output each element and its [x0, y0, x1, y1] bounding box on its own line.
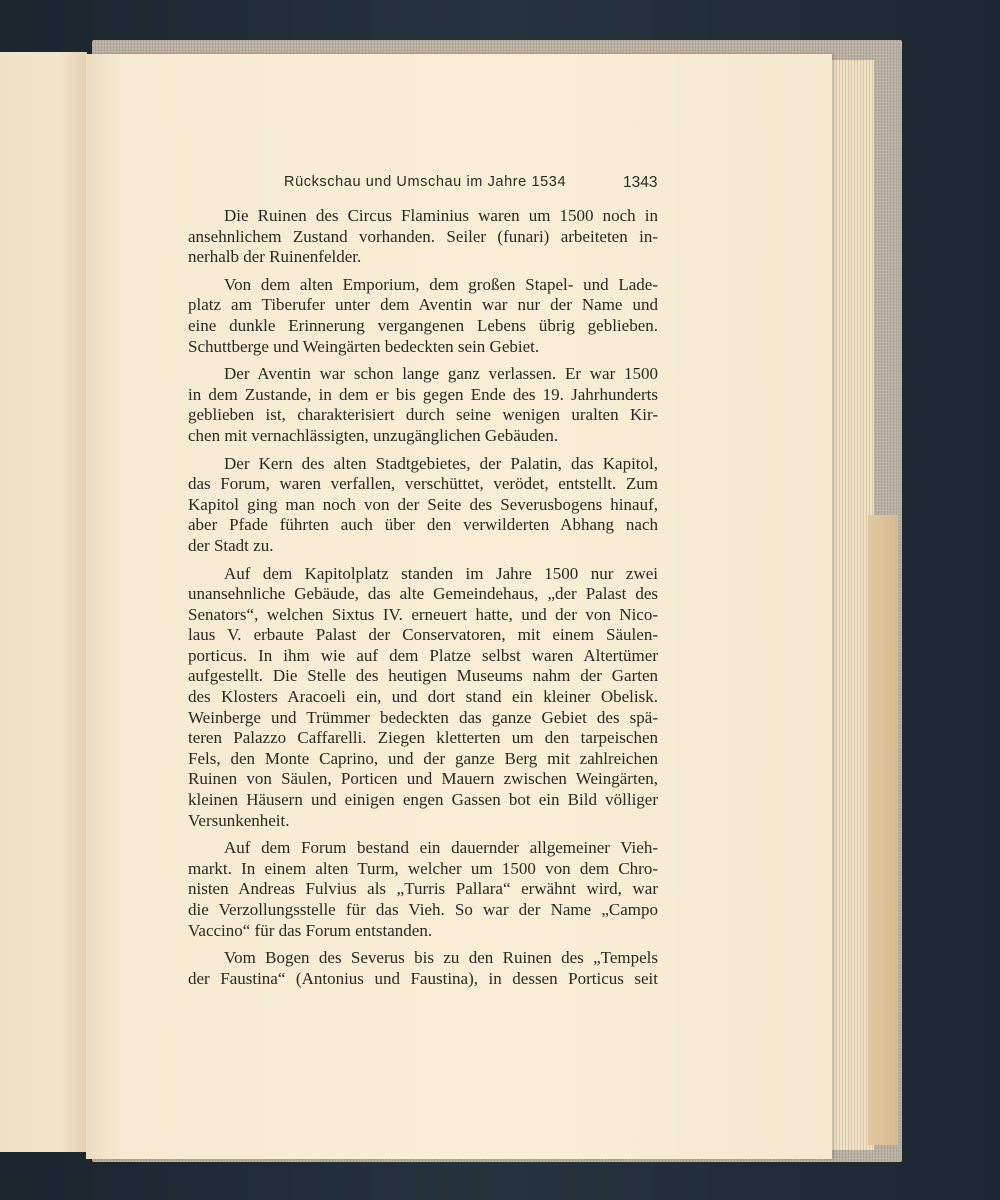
paragraph-gap [188, 357, 658, 364]
text-line: der Faustina“ (Antonius und Faustina), in dessen Porticus seit [188, 968, 658, 988]
text-line: Vaccino“ für das Forum entstanden. [188, 920, 433, 940]
text-line: platz am Tiberufer unter dem Aventin war nur der Name und [188, 295, 658, 315]
paragraph-gap [188, 831, 658, 838]
text-line: Auf dem Forum bestand ein dauernder allgemeiner Vieh- [224, 838, 658, 858]
text-line: teren Palazzo Caffarelli. Ziegen kletterten um den tarpeischen [188, 728, 658, 748]
text-line: unansehnliche Gebäude, das alte Gemeindehaus, „der Palast des [188, 584, 658, 604]
text-line: Der Kern des alten Stadtgebietes, der Palatin, das Kapitol, [224, 453, 658, 473]
text-line: Die Ruinen des Circus Flaminius waren um 1500 noch in [224, 206, 658, 225]
text-line: kleinen Häusern und einigen engen Gassen bot ein Bild völliger [188, 790, 658, 810]
text-line: Weinberge und Trümmer bedeckten das ganze Gebiet des spä- [188, 707, 658, 727]
paragraph-gap [188, 268, 658, 275]
text-line: der Stadt zu. [188, 535, 274, 555]
paragraph [188, 206, 658, 268]
text-line: Kapitol ging man noch von der Seite des Severusbogens hinauf, [188, 494, 658, 514]
text-line: die Verzollungsstelle für das Vieh. So war der Name „Campo [188, 900, 658, 919]
text-line: Der Aventin war schon lange ganz verlassen. Er war 1500 [224, 364, 658, 384]
text-line: Ruinen von Säulen, Porticen und Mauern zwischen Weingärten, [188, 769, 658, 789]
text-line: des Klosters Aracoeli ein, und dort stand ein kleiner Obelisk. [188, 687, 658, 707]
page-stack-edges-lower [868, 515, 898, 1145]
page-number: 1343 [623, 174, 658, 191]
body-text [188, 206, 658, 989]
text-line: Schuttberge und Weingärten bedeckten sein Gebiet. [188, 336, 540, 356]
text-line: nisten Andreas Fulvius als „Turris Pallara“ erwähnt wird, war [188, 879, 658, 899]
running-head: Rückschau und Umschau im Jahre 1534 [284, 174, 567, 190]
paragraph-gap [188, 447, 658, 454]
text-line: markt. In einem alten Turm, welcher um 1500 von dem Chro- [188, 858, 658, 878]
text-line: Versunkenheit. [188, 810, 290, 830]
text-line: Auf dem Kapitolplatz standen im Jahre 1500 nur zwei [224, 563, 658, 583]
paragraph-gap [188, 941, 658, 948]
text-line: in dem Zustande, in dem er bis gegen Ende des 19. Jahrhunderts [188, 384, 658, 404]
text-line: porticus. In ihm wie auf dem Platze selbst waren Altertümer [188, 645, 658, 665]
left-facing-page [0, 52, 87, 1152]
text-line: eine dunkle Erinnerung vergangenen Lebens übrig geblieben. [188, 315, 658, 335]
text-line: laus V. erbaute Palast der Conservatoren, mit einem Säulen- [188, 625, 658, 645]
paragraph [188, 564, 658, 832]
text-line: Von dem alten Emporium, dem großen Stapel- und Lade- [224, 274, 658, 294]
text-line: Senators“, welchen Sixtus IV. erneuert hatte, und der von Nico- [188, 604, 658, 624]
paragraph [188, 364, 658, 446]
text-line: geblieben ist, charakterisiert durch seine wenigen uralten Kir- [188, 405, 658, 425]
paragraph [188, 275, 658, 357]
text-line: das Forum, waren verfallen, verschüttet, verödet, entstellt. Zum [188, 474, 658, 494]
text-line: chen mit vernachlässigten, unzugänglichen Gebäuden. [188, 425, 559, 445]
paragraph [188, 948, 658, 989]
text-line: aufgestellt. Die Stelle des heutigen Museums nahm der Garten [188, 666, 658, 686]
paragraph [188, 454, 658, 557]
paragraph-gap [188, 557, 658, 564]
text-line: ansehnlichem Zustand vorhanden. Seiler (funari) arbeiteten in- [188, 226, 658, 246]
text-line: aber Pfade führten auch über den verwilderten Abhang nach [188, 515, 658, 535]
text-line: Vom Bogen des Severus bis zu den Ruinen des „Tempels [224, 948, 658, 968]
text-line: nerhalb der Ruinenfelder. [188, 247, 362, 267]
paragraph [188, 838, 658, 941]
text-line: Fels, den Monte Caprino, und der ganze Berg mit zahlreichen [188, 748, 658, 768]
